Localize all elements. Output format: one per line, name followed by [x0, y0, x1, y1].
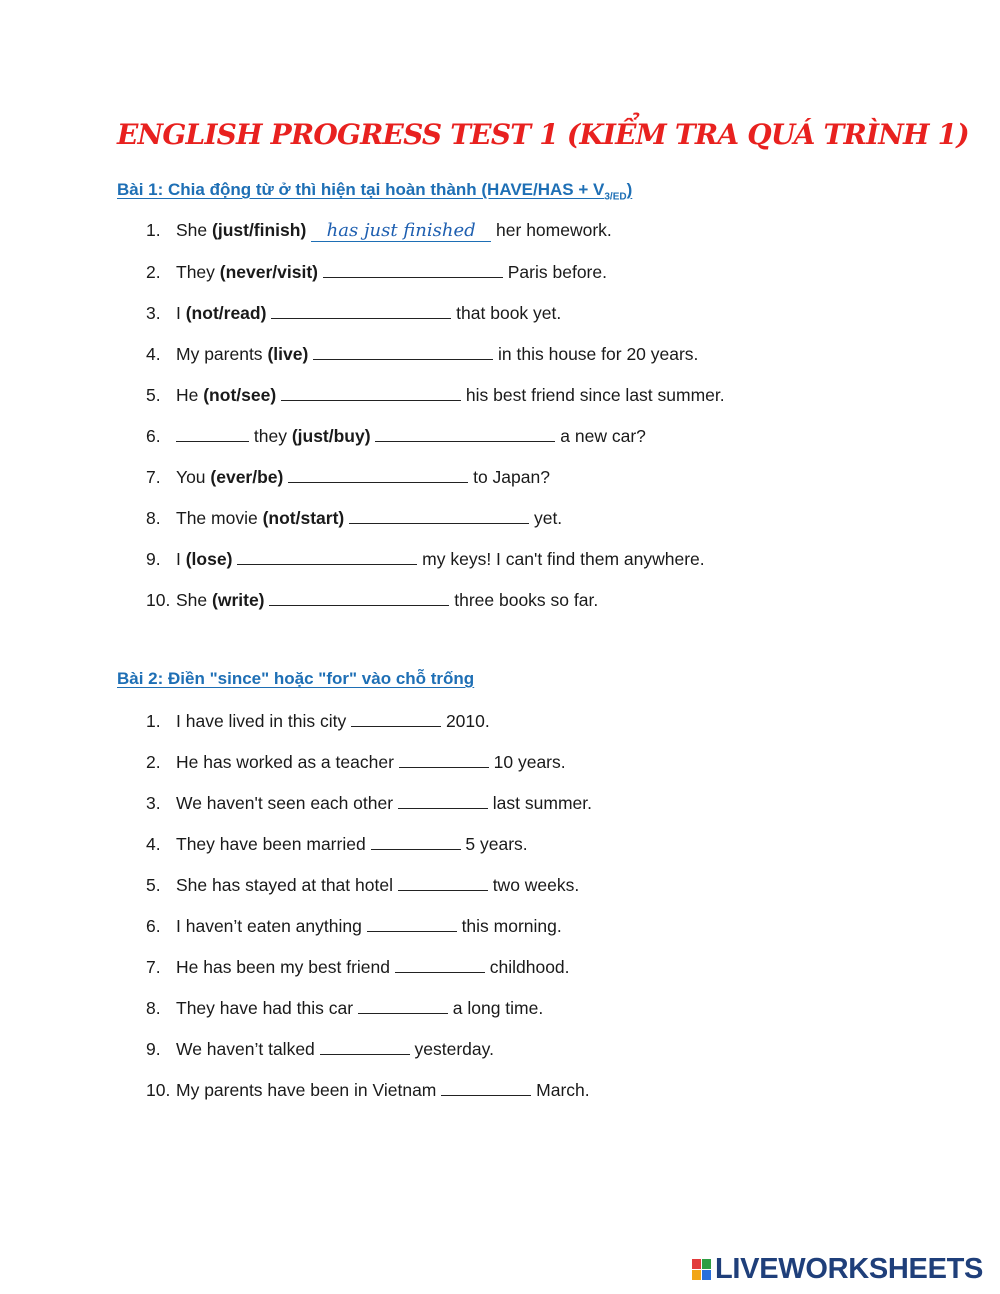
- answer-field[interactable]: [320, 1037, 410, 1055]
- answer-field[interactable]: [398, 873, 488, 891]
- item-pre-text: They have had this car: [176, 998, 358, 1018]
- answer-field[interactable]: [367, 914, 457, 932]
- item-post-text: two weeks.: [487, 875, 580, 895]
- item-number: 3.: [146, 303, 161, 323]
- item-pre-text: We haven't seen each other: [176, 793, 398, 813]
- logo-text: LIVEWORKSHEETS: [715, 1253, 984, 1285]
- item-pre-text: My parents: [176, 344, 268, 364]
- item-post-text: to Japan?: [468, 467, 550, 487]
- item-number: 9.: [146, 1039, 161, 1059]
- item-post-text: my keys! I can't find them anywhere.: [417, 549, 705, 569]
- exercise-1-heading: [117, 180, 632, 202]
- item-pre-text: You: [176, 467, 211, 487]
- answer-field[interactable]: [358, 996, 448, 1014]
- verb-hint: (just/finish): [212, 220, 307, 240]
- verb-hint: (just/buy): [291, 426, 371, 446]
- answer-field[interactable]: [269, 588, 449, 606]
- liveworksheets-logo: [692, 1255, 983, 1284]
- exercise-2-item: [146, 996, 543, 1019]
- exercise-1-heading-subscript: 3/ED: [604, 191, 627, 203]
- item-post-text: last summer.: [487, 793, 592, 813]
- exercise-1-item: [146, 588, 598, 611]
- item-pre-text: I: [176, 549, 186, 569]
- verb-hint: (live): [267, 344, 309, 364]
- item-post-text: 5 years.: [460, 834, 528, 854]
- item-pre-text: I haven’t eaten anything: [176, 916, 367, 936]
- exercise-2-item: [146, 832, 528, 855]
- answer-field[interactable]: [349, 506, 529, 524]
- item-pre-text: They: [176, 262, 220, 282]
- answer-field[interactable]: [399, 750, 489, 768]
- exercise-1-item: [146, 547, 705, 570]
- item-number: 6.: [146, 916, 161, 936]
- item-number: 5.: [146, 875, 161, 895]
- item-pre-text: He has been my best friend: [176, 957, 395, 977]
- exercise-1-item: [146, 342, 698, 365]
- exercise-1-item: [146, 219, 612, 242]
- item-number: 9.: [146, 549, 161, 569]
- exercise-1-item: [146, 383, 725, 406]
- exercise-2-item: [146, 955, 570, 978]
- item-number: 1.: [146, 711, 161, 731]
- item-pre-text: She: [176, 220, 212, 240]
- answer-field[interactable]: [375, 424, 555, 442]
- item-pre-text: He has worked as a teacher: [176, 752, 399, 772]
- verb-hint: (ever/be): [210, 467, 284, 487]
- answer-field[interactable]: [371, 832, 461, 850]
- item-number: 1.: [146, 220, 161, 240]
- answer-field[interactable]: [351, 709, 441, 727]
- answer-field[interactable]: [237, 547, 417, 565]
- item-post-text: her homework.: [491, 220, 612, 240]
- item-post-text: in this house for 20 years.: [493, 344, 699, 364]
- verb-hint: (never/visit): [219, 262, 319, 282]
- item-post-text: childhood.: [484, 957, 570, 977]
- item-post-text: March.: [531, 1080, 590, 1100]
- item-post-text: yesterday.: [409, 1039, 494, 1059]
- item-number: 3.: [146, 793, 161, 813]
- item-number: 4.: [146, 834, 161, 854]
- exercise-1-item: [146, 506, 562, 529]
- answer-field[interactable]: [271, 301, 451, 319]
- item-number: 10.: [146, 590, 171, 610]
- answer-field[interactable]: [288, 465, 468, 483]
- exercise-2-heading: Bài 2: Điền "since" hoặc "for" vào chỗ trống: [117, 669, 475, 688]
- answer-field[interactable]: [441, 1078, 531, 1096]
- exercise-1-heading-close: ): [626, 180, 633, 199]
- item-number: 8.: [146, 998, 161, 1018]
- exercise-1-item: [146, 424, 646, 447]
- exercise-2-item: [146, 914, 562, 937]
- item-number: 2.: [146, 262, 161, 282]
- item-post-text: that book yet.: [451, 303, 562, 323]
- item-pre-text: We haven’t talked: [176, 1039, 320, 1059]
- answer-field[interactable]: [323, 260, 503, 278]
- item-pre-text: He: [176, 385, 204, 405]
- answer-field[interactable]: [395, 955, 485, 973]
- item-pre-text: They have been married: [176, 834, 371, 854]
- item-number: 4.: [146, 344, 161, 364]
- auxiliary-field[interactable]: [176, 424, 249, 442]
- item-number: 7.: [146, 467, 161, 487]
- verb-hint: (not/see): [203, 385, 277, 405]
- item-post-text: 2010.: [441, 711, 490, 731]
- exercise-1-item: [146, 260, 607, 283]
- exercise-2-item: [146, 1078, 590, 1101]
- item-pre-text: My parents have been in Vietnam: [176, 1080, 442, 1100]
- item-post-text: three books so far.: [449, 590, 599, 610]
- exercise-2-item: [146, 750, 566, 773]
- answer-field[interactable]: has just finished: [311, 221, 491, 242]
- answer-field[interactable]: [281, 383, 461, 401]
- item-pre-text: I have lived in this city: [176, 711, 352, 731]
- verb-hint: (not/read): [185, 303, 267, 323]
- answer-field[interactable]: [313, 342, 493, 360]
- answer-field[interactable]: [398, 791, 488, 809]
- logo-square: [702, 1259, 711, 1269]
- logo-mark-icon: [692, 1259, 711, 1280]
- item-number: 7.: [146, 957, 161, 977]
- item-mid-text: they: [249, 426, 292, 446]
- item-number: 10.: [146, 1080, 171, 1100]
- exercise-2-item: [146, 873, 579, 896]
- item-pre-text: She: [176, 590, 212, 610]
- item-number: 2.: [146, 752, 161, 772]
- item-post-text: Paris before.: [502, 262, 607, 282]
- item-post-text: a long time.: [447, 998, 544, 1018]
- item-post-text: yet.: [529, 508, 563, 528]
- verb-hint: (not/start): [262, 508, 345, 528]
- item-post-text: this morning.: [456, 916, 562, 936]
- logo-square: [692, 1259, 701, 1269]
- item-number: 8.: [146, 508, 161, 528]
- exercise-2-item: [146, 1037, 494, 1060]
- item-number: 5.: [146, 385, 161, 405]
- logo-square: [702, 1270, 711, 1280]
- exercise-1-item: [146, 465, 550, 488]
- item-pre-text: The movie: [176, 508, 263, 528]
- item-post-text: 10 years.: [488, 752, 566, 772]
- item-pre-text: I: [176, 303, 186, 323]
- exercise-2-item: [146, 709, 490, 732]
- logo-square: [692, 1270, 701, 1280]
- verb-hint: (lose): [185, 549, 233, 569]
- page-title: ENGLISH PROGRESS TEST 1 (KIỂM TRA QUÁ TRÌNH 1): [117, 118, 969, 151]
- exercise-2-item: [146, 791, 592, 814]
- exercise-1-item: [146, 301, 561, 324]
- item-post-text: his best friend since last summer.: [461, 385, 725, 405]
- verb-hint: (write): [212, 590, 265, 610]
- exercise-1-heading-text: Bài 1: Chia động từ ở thì hiện tại hoàn thành (HAVE/HAS + V: [117, 180, 605, 199]
- item-number: 6.: [146, 426, 161, 446]
- item-pre-text: She has stayed at that hotel: [176, 875, 398, 895]
- item-post-text: a new car?: [555, 426, 646, 446]
